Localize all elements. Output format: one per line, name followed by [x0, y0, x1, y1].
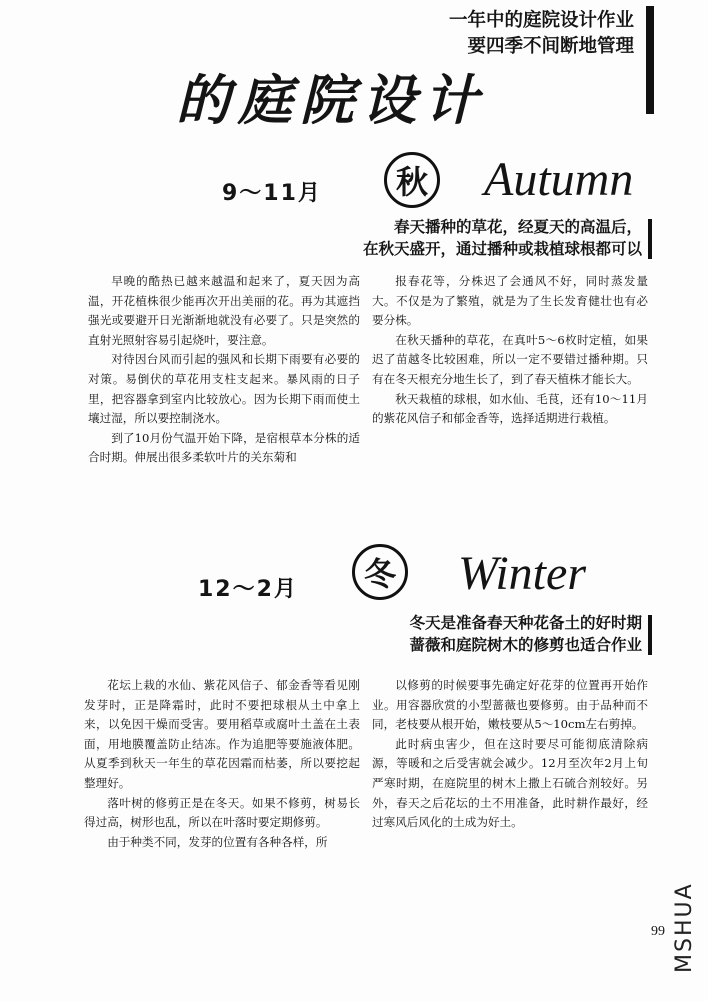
winter-english-title: Winter — [458, 547, 586, 600]
winter-subhead — [409, 612, 642, 656]
winter-char: 冬 — [363, 555, 396, 593]
winter-left-column — [84, 676, 360, 852]
autumn-subhead-bar — [648, 219, 652, 259]
paragraph: 对待因台风而引起的强风和长期下雨要有必要的对策。易倒伏的草花用支柱支起来。暴风雨的日子里，把容器拿到室内比较放心。因为长期下雨而使土壤过湿，所以要控制浇水。 — [88, 352, 360, 426]
header-accent-bar — [646, 6, 654, 114]
paragraph: 秋天栽植的球根，如水仙、毛茛，还有10～11月的紫花风信子和郁金香等，选择适期进行栽植。 — [372, 391, 648, 426]
autumn-seal-icon — [384, 152, 440, 208]
paragraph: 在秋天播种的草花，在真叶5～6枚时定植，如果迟了苗越冬比较困难，所以一定不要错过播种期。只有在冬天根充分地生长了，到了春天植株才能长大。 — [372, 332, 648, 386]
paragraph: 由于种类不同，发芽的位置有各种各样，所 — [107, 834, 328, 849]
header-subtitle — [449, 8, 634, 60]
page-title: 的庭院设计 — [176, 68, 486, 132]
autumn-char: 秋 — [395, 163, 428, 201]
header-subtitle-line2: 要四季不间断地管理 — [467, 36, 634, 57]
paragraph: 早晚的酷热已越来越温和起来了，夏天因为高温，开花植株很少能再次开出美丽的花。再为其遮挡强光或要避开日光渐渐地就没有必要了。只是突然的直射光照射容易引起烧叶，要注意。 — [88, 274, 360, 347]
winter-months: 12～2月 — [198, 577, 298, 602]
paragraph: 到了10月份气温开始下降，是宿根草本分株的适合时期。伸展出很多柔软叶片的关东菊和 — [88, 430, 360, 465]
autumn-right-column — [372, 272, 648, 429]
page-number: 99 — [651, 924, 665, 939]
autumn-english-title: Autumn — [484, 153, 634, 206]
autumn-left-column — [88, 272, 360, 468]
paragraph: 花坛上栽的水仙、紫花风信子、郁金香等看见刚发芽时，正是降霜时，此时不要把球根从土中拿上来，以免因干燥而受害。要用稻草或腐叶土盖在土表面，用地膜覆盖防止结冻。作为追肥等要施液体肥。从夏季到秋天一年生的草花因霜而枯萎，所以要挖起整理好。 — [84, 678, 360, 790]
winter-seal-icon — [352, 544, 408, 600]
autumn-subhead-line1: 春天播种的草花，经夏天的高温后， — [393, 218, 642, 236]
winter-right-column — [372, 676, 648, 833]
autumn-subhead — [363, 216, 642, 260]
autumn-months: 9～11月 — [222, 181, 322, 206]
paragraph: 报春花等，分株迟了会通风不好，同时蒸发量大。不仅是为了繁殖，就是为了生长发育健壮也有必要分株。 — [372, 274, 648, 328]
paragraph: 以修剪的时候要事先确定好花芽的位置再开始作业。用容器欣赏的小型蔷薇也要修剪。由于品种而不同，老枝要从根开始，嫩枝要从5～10cm左右剪掉。 — [372, 678, 648, 732]
winter-subhead-bar — [648, 615, 652, 655]
paragraph: 此时病虫害少，但在这时要尽可能彻底清除病源，等暖和之后受害就会减少。12月至次年2月上旬严寒时期，在庭院里的树木上撒上石硫合剂较好。另外，春天之后花坛的土不用准备，此时耕作最好，经过寒风后风化的土成为好土。 — [372, 736, 648, 830]
winter-subhead-line1: 冬天是准备春天种花备土的好时期 — [409, 614, 642, 632]
watermark: MSHUA — [672, 882, 697, 974]
autumn-subhead-line2: 在秋天盛开，通过播种或栽植球根都可以 — [362, 240, 642, 258]
paragraph: 落叶树的修剪正是在冬天。如果不修剪，树易长得过高，树形也乱，所以在叶落时要定期修剪。 — [84, 795, 360, 830]
winter-subhead-line2: 蔷薇和庭院树木的修剪也适合作业 — [409, 636, 642, 654]
header-subtitle-line1: 一年中的庭院设计作业 — [448, 10, 634, 31]
